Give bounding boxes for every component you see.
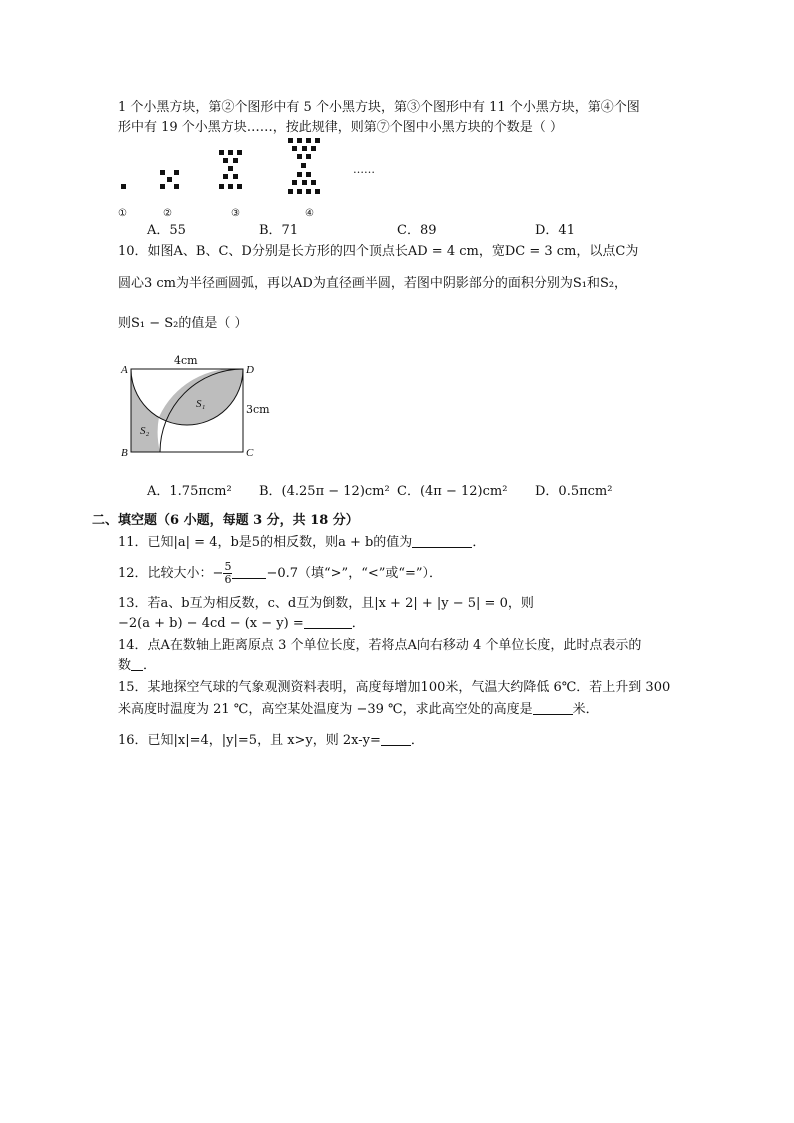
q10-line-3: 则S₁ − S₂的值是（ ）: [118, 316, 248, 331]
q14-line2-b: ．: [143, 658, 157, 673]
q13-line2-b: ．: [351, 616, 365, 631]
q14-line2-a: 数: [118, 658, 132, 673]
q12-text: [118, 560, 442, 588]
q12-text-b: −0.7（填“>”，“<”或“=”）．: [266, 566, 443, 581]
q10-option-b: B．(4.25π − 12)cm²: [259, 484, 390, 499]
q12-text-a: 12．比较大小：−: [118, 566, 224, 581]
q15-line-2: [118, 700, 599, 720]
q10-option-a: A．1.75πcm²: [147, 484, 232, 499]
q10-line-2: 圆心3 cm为半径画圆弧，再以AD为直径画半圆，若图中阴影部分的面积分别为S₁和S₂，: [118, 276, 628, 291]
pattern-2: [160, 170, 179, 189]
pattern-3: [219, 150, 242, 189]
q16-text: [118, 731, 424, 751]
q10-option-c: C．(4π − 12)cm²: [397, 484, 508, 499]
q9-caption-3: ③: [231, 208, 240, 219]
q16-text-b: ．: [410, 733, 424, 748]
q9-line-1: 1 个小黑方块，第②个图形中有 5 个小黑方块，第③个图形中有 11 个小黑方块，第④个图: [118, 100, 640, 115]
q10-line-1: 10．如图A、B、C、D分别是长方形的四个顶点长AD = 4 cm，宽DC = 3 cm，以点C为: [118, 244, 639, 259]
label-s1: S₁: [196, 398, 206, 410]
q13-line-2: [118, 614, 365, 634]
q9-option-b: B．71: [259, 223, 299, 238]
label-vertex-a: A: [121, 364, 128, 376]
q9-option-d: D．41: [535, 223, 575, 238]
q11-text: [118, 533, 485, 553]
label-top-length: 4cm: [174, 354, 198, 367]
q10-option-d: D．0.5πcm²: [535, 484, 613, 499]
q14-line-1: 14．点A在数轴上距离原点 3 个单位长度，若将点A向右移动 4 个单位长度，此时点表示的: [118, 638, 642, 653]
q16-answer-blank[interactable]: [381, 731, 411, 746]
q9-option-c: C．89: [397, 223, 437, 238]
q12-fraction: [223, 561, 232, 586]
q15-line-1: 15．某地探空气球的气象观测资料表明，高度每增加100米，气温大约降低 6℃．若上升到 300: [118, 680, 671, 695]
q14-line-2: [118, 656, 156, 676]
q16-text-a: 16．已知|x|=4，|y|=5，且 x>y，则 2x-y=: [118, 733, 381, 748]
label-side-length: 3cm: [246, 403, 270, 416]
section-2-title: 二、填空题（6 小题，每题 3 分，共 18 分）: [92, 513, 359, 528]
q9-caption-1: ①: [118, 208, 127, 219]
q15-line2-b: 米．: [572, 702, 599, 717]
q9-caption-4: ④: [305, 208, 314, 219]
q9-line-2: 形中有 19 个小黑方块……，按此规律，则第⑦个图中小黑方块的个数是（ ）: [118, 120, 563, 135]
q12-frac-num: 5: [224, 560, 232, 573]
pattern-4: [288, 138, 320, 194]
q14-answer-blank[interactable]: [131, 656, 143, 671]
q11-text-b: ．: [472, 535, 486, 550]
q11-answer-blank[interactable]: [412, 533, 472, 548]
q12-frac-den: 6: [224, 573, 232, 586]
q9-ellipsis: ……: [353, 163, 375, 176]
q9-dot-pattern-figure: [110, 132, 390, 212]
q13-answer-blank[interactable]: [304, 614, 352, 629]
q12-answer-blank[interactable]: [232, 564, 266, 579]
q15-answer-blank[interactable]: [533, 700, 573, 715]
pattern-1: [121, 184, 126, 189]
label-vertex-b: B: [121, 447, 128, 459]
label-vertex-c: C: [246, 447, 254, 459]
q11-text-a: 11．已知|a| = 4，b是5的相反数，则a + b的值为: [118, 535, 413, 550]
q13-line-1: 13．若a、b互为相反数，c、d互为倒数，且|x + 2| + |y − 5| = 0，则: [118, 596, 534, 611]
q13-line2-a: −2(a + b) − 4cd − (x − y) =: [118, 616, 304, 631]
q9-option-a: A．55: [147, 223, 186, 238]
q9-caption-2: ②: [163, 208, 172, 219]
q15-line2-a: 米高度时温度为 21 ℃，高空某处温度为 −39 ℃，求此高空处的高度是: [118, 702, 533, 717]
label-vertex-d: D: [246, 364, 254, 376]
label-s2: S₂: [140, 425, 150, 437]
